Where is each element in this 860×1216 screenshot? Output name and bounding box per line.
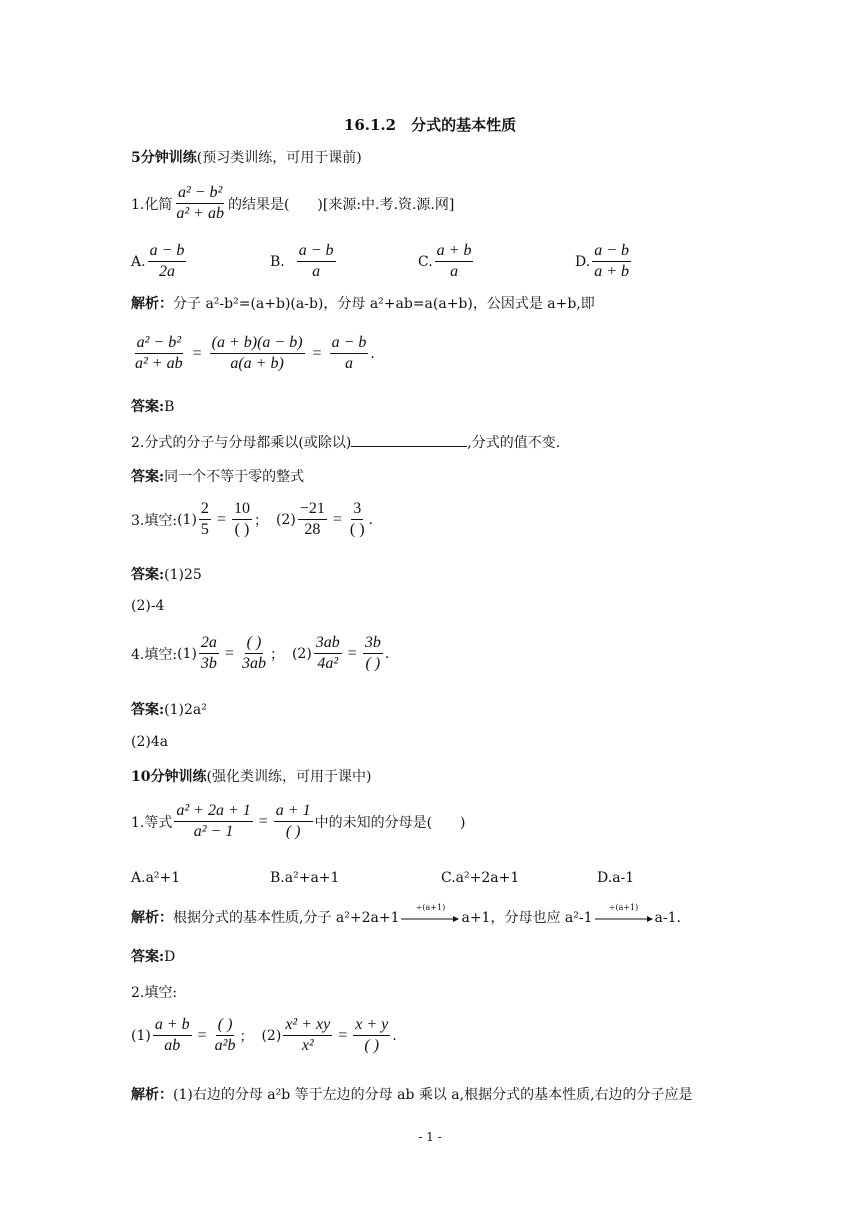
page-number: - 1 -: [418, 1130, 442, 1144]
section-subtitle: (预习类训练，可用于课前): [196, 150, 362, 166]
section-heading: [131, 147, 362, 167]
option-a: A. $\frac{a - b}{2a}$: [131, 242, 185, 280]
answer: 答案:同一个不等于零的整式: [131, 469, 305, 485]
analysis: 解析：分子 a²-b²=(a+b)(a-b)，分母 a²+ab=a(a+b)，公因式是 a+b,即: [131, 296, 595, 312]
option-b: B. $\frac{a - b}{a}$: [270, 242, 334, 280]
question-4: 4.填空: (1) $\frac{2a}{3b}$ = $\frac{( )}{3ab}$ ； (2) $\frac{3ab}{\text{4a²}}$ = $\frac{3b}{( )}$ .: [131, 634, 390, 672]
answer: 答案:D: [131, 949, 176, 965]
section-subtitle: (强化类训练，可用于课中): [206, 769, 372, 785]
section-title: 5分钟训练: [131, 150, 197, 166]
question-3: 3.填空: (1) $\frac{2}{5}$ = $\frac{10}{( )}$ ； (2) $\frac{-21}{28}$ = $\frac{3}{( )}$ .: [131, 500, 373, 538]
question-6: 2.填空:: [131, 985, 178, 1001]
answer-line: (2)-4: [131, 598, 165, 614]
section-title: 10分钟训练: [131, 769, 207, 785]
arrow-icon: ÷(a+1): [401, 912, 459, 924]
question-6-fill: (1) $\frac{a + b}{ab}$ = $\frac{( )}{\text{a²b}}$ ； (2) $\frac{\text{x² + xy}}{\text{x²}}$ = $\frac{x + y}{( )}$ .: [131, 1016, 397, 1054]
question-5: 1.等式 $\frac{\text{a² + 2a + 1}}{\text{a² − 1}}$ = $\frac{a + 1}{( )}$ 中的未知的分母是( ): [131, 802, 466, 840]
page-title: 16.1.2 分式的基本性质: [343, 116, 517, 134]
analysis: 解析：根据分式的基本性质,分子 a²+2a+1 ÷(a+1) a+1，分母也应 a²-1 ÷(a+1) a-1.: [131, 903, 681, 926]
answer-line: (2)4a: [131, 734, 169, 750]
option-d: D.a-1: [597, 870, 635, 886]
fraction: $\frac{\text{a² − b²}}{\text{a² + ab}}$: [176, 184, 224, 222]
question-text: 1.化简: [131, 196, 173, 213]
option-a: A.a²+1: [131, 870, 181, 886]
section-heading: [131, 766, 371, 786]
equation: $\frac{\text{a² − b²}}{\text{a² + ab}}$ = $\frac{(a + b)(a - b)}{a(a + b)}$ = $\frac{a - b}{a}$ .: [135, 334, 375, 372]
question-text: 的结果是( )[来源:中.考.资.源.网]: [227, 196, 455, 213]
answer: 答案:(1)2a²: [131, 702, 207, 718]
arrow-icon: ÷(a+1): [595, 912, 653, 924]
analysis: 解析：(1)右边的分母 a²b 等于左边的分母 ab 乘以 a,根据分式的基本性质,右边的分子应是: [131, 1087, 693, 1103]
option-b: B.a²+a+1: [270, 870, 340, 886]
question-2: 2.分式的分子与分母都乘以(或除以) ,分式的值不变.: [131, 435, 561, 451]
answer: 答案:(1)25: [131, 567, 202, 583]
option-c: C. $\frac{a + b}{a}$: [418, 242, 472, 280]
option-c: C.a²+2a+1: [441, 870, 520, 886]
blank-line[interactable]: [351, 433, 467, 447]
answer: 答案:B: [131, 399, 175, 415]
option-d: D. $\frac{a - b}{a + b}$: [575, 242, 629, 280]
question-1: [131, 184, 454, 223]
